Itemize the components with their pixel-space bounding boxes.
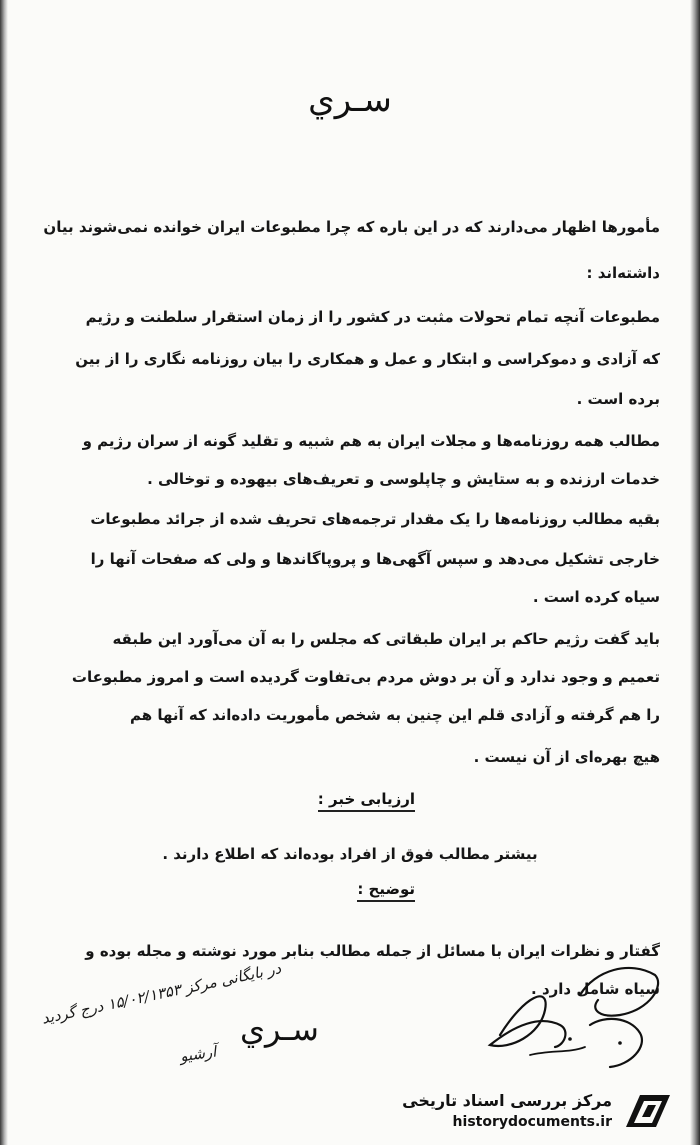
paragraph-5-line-2: تعمیم و وجود ندارد و آن بر دوش مردم بی‌تفاوت گردیده است و امروز مطبوعات — [71, 668, 660, 686]
page-scan-edge-left — [0, 0, 8, 1145]
note-heading: توضیح : — [357, 880, 415, 902]
evaluation-heading: ارزیابی خبر : — [318, 790, 415, 812]
archive-watermark — [382, 1087, 682, 1137]
paragraph-3-line-2: خدمات ارزنده و به ستایش و چاپلوسی و تعریف‌های بیهوده و توخالی . — [147, 470, 660, 488]
handwritten-archive-note: آرشیو — [178, 1042, 218, 1066]
paragraph-2-line-3: برده است . — [576, 390, 660, 408]
watermark-name: مرکز بررسی اسناد تاریخی — [402, 1091, 612, 1110]
handwritten-filing-note: در بایگانی مرکز ۱۵/۰۲/۱۳۵۳ درج گردید — [40, 959, 283, 1028]
paragraph-5-line-1: باید گفت رژیم حاکم بر ایران طبقاتی که مجلس را به آن می‌آورد این طبقه — [112, 630, 660, 648]
watermark-url: historydocuments.ir — [452, 1114, 612, 1130]
evaluation-body: بیشتر مطالب فوق از افراد بوده‌اند که اطلاع دارند . — [162, 845, 538, 863]
paragraph-3-line-1: مطالب همه روزنامه‌ها و مجلات ایران به هم شبیه و تقلید گونه از سران رژیم و — [82, 432, 660, 450]
paragraph-5-line-3: را هم گرفته و آزادی قلم این چنین به شخص مأموریت داده‌اند که آنها هم — [129, 706, 660, 724]
classification-header: سـري — [308, 80, 392, 120]
note-body-line-2: سیاه شامل دارد . — [531, 980, 660, 998]
paragraph-2-line-2: که آزادی و دموکراسی و ابتکار و عمل و همکاری را بیان روزنامه نگاری را از بین — [75, 350, 660, 368]
paragraph-4-line-1: بقیه مطالب روزنامه‌ها را یک مقدار ترجمه‌های تحریف شده از جرائد مطبوعات — [90, 510, 660, 528]
paragraph-1-line-2: داشته‌اند : — [586, 264, 660, 282]
handwritten-signature — [470, 955, 670, 1095]
paragraph-4-line-2: خارجی تشکیل می‌دهد و سپس آگهی‌ها و پروپاگاندها و ولی که صفحات آنها را — [90, 550, 660, 568]
archive-logo-icon — [620, 1089, 678, 1135]
paragraph-4-line-3: سیاه کرده است . — [532, 588, 660, 606]
page-scan-edge-right — [690, 0, 700, 1145]
paragraph-1-line-1: مأمورها اظهار می‌دارند که در این باره که چرا مطبوعات ایران خوانده نمی‌شوند بیان — [43, 218, 660, 236]
note-body-line-1: گفتار و نظرات ایران با مسائل از جمله مطالب بنابر مورد نوشته و مجله بوده و — [85, 942, 660, 960]
classification-footer: سـري — [240, 1010, 319, 1048]
paragraph-5-line-4: هیچ بهره‌ای از آن نیست . — [473, 748, 660, 766]
paragraph-2-line-1: مطبوعات آنچه تمام تحولات مثبت در کشور را از زمان استقرار سلطنت و رژیم — [85, 308, 660, 326]
